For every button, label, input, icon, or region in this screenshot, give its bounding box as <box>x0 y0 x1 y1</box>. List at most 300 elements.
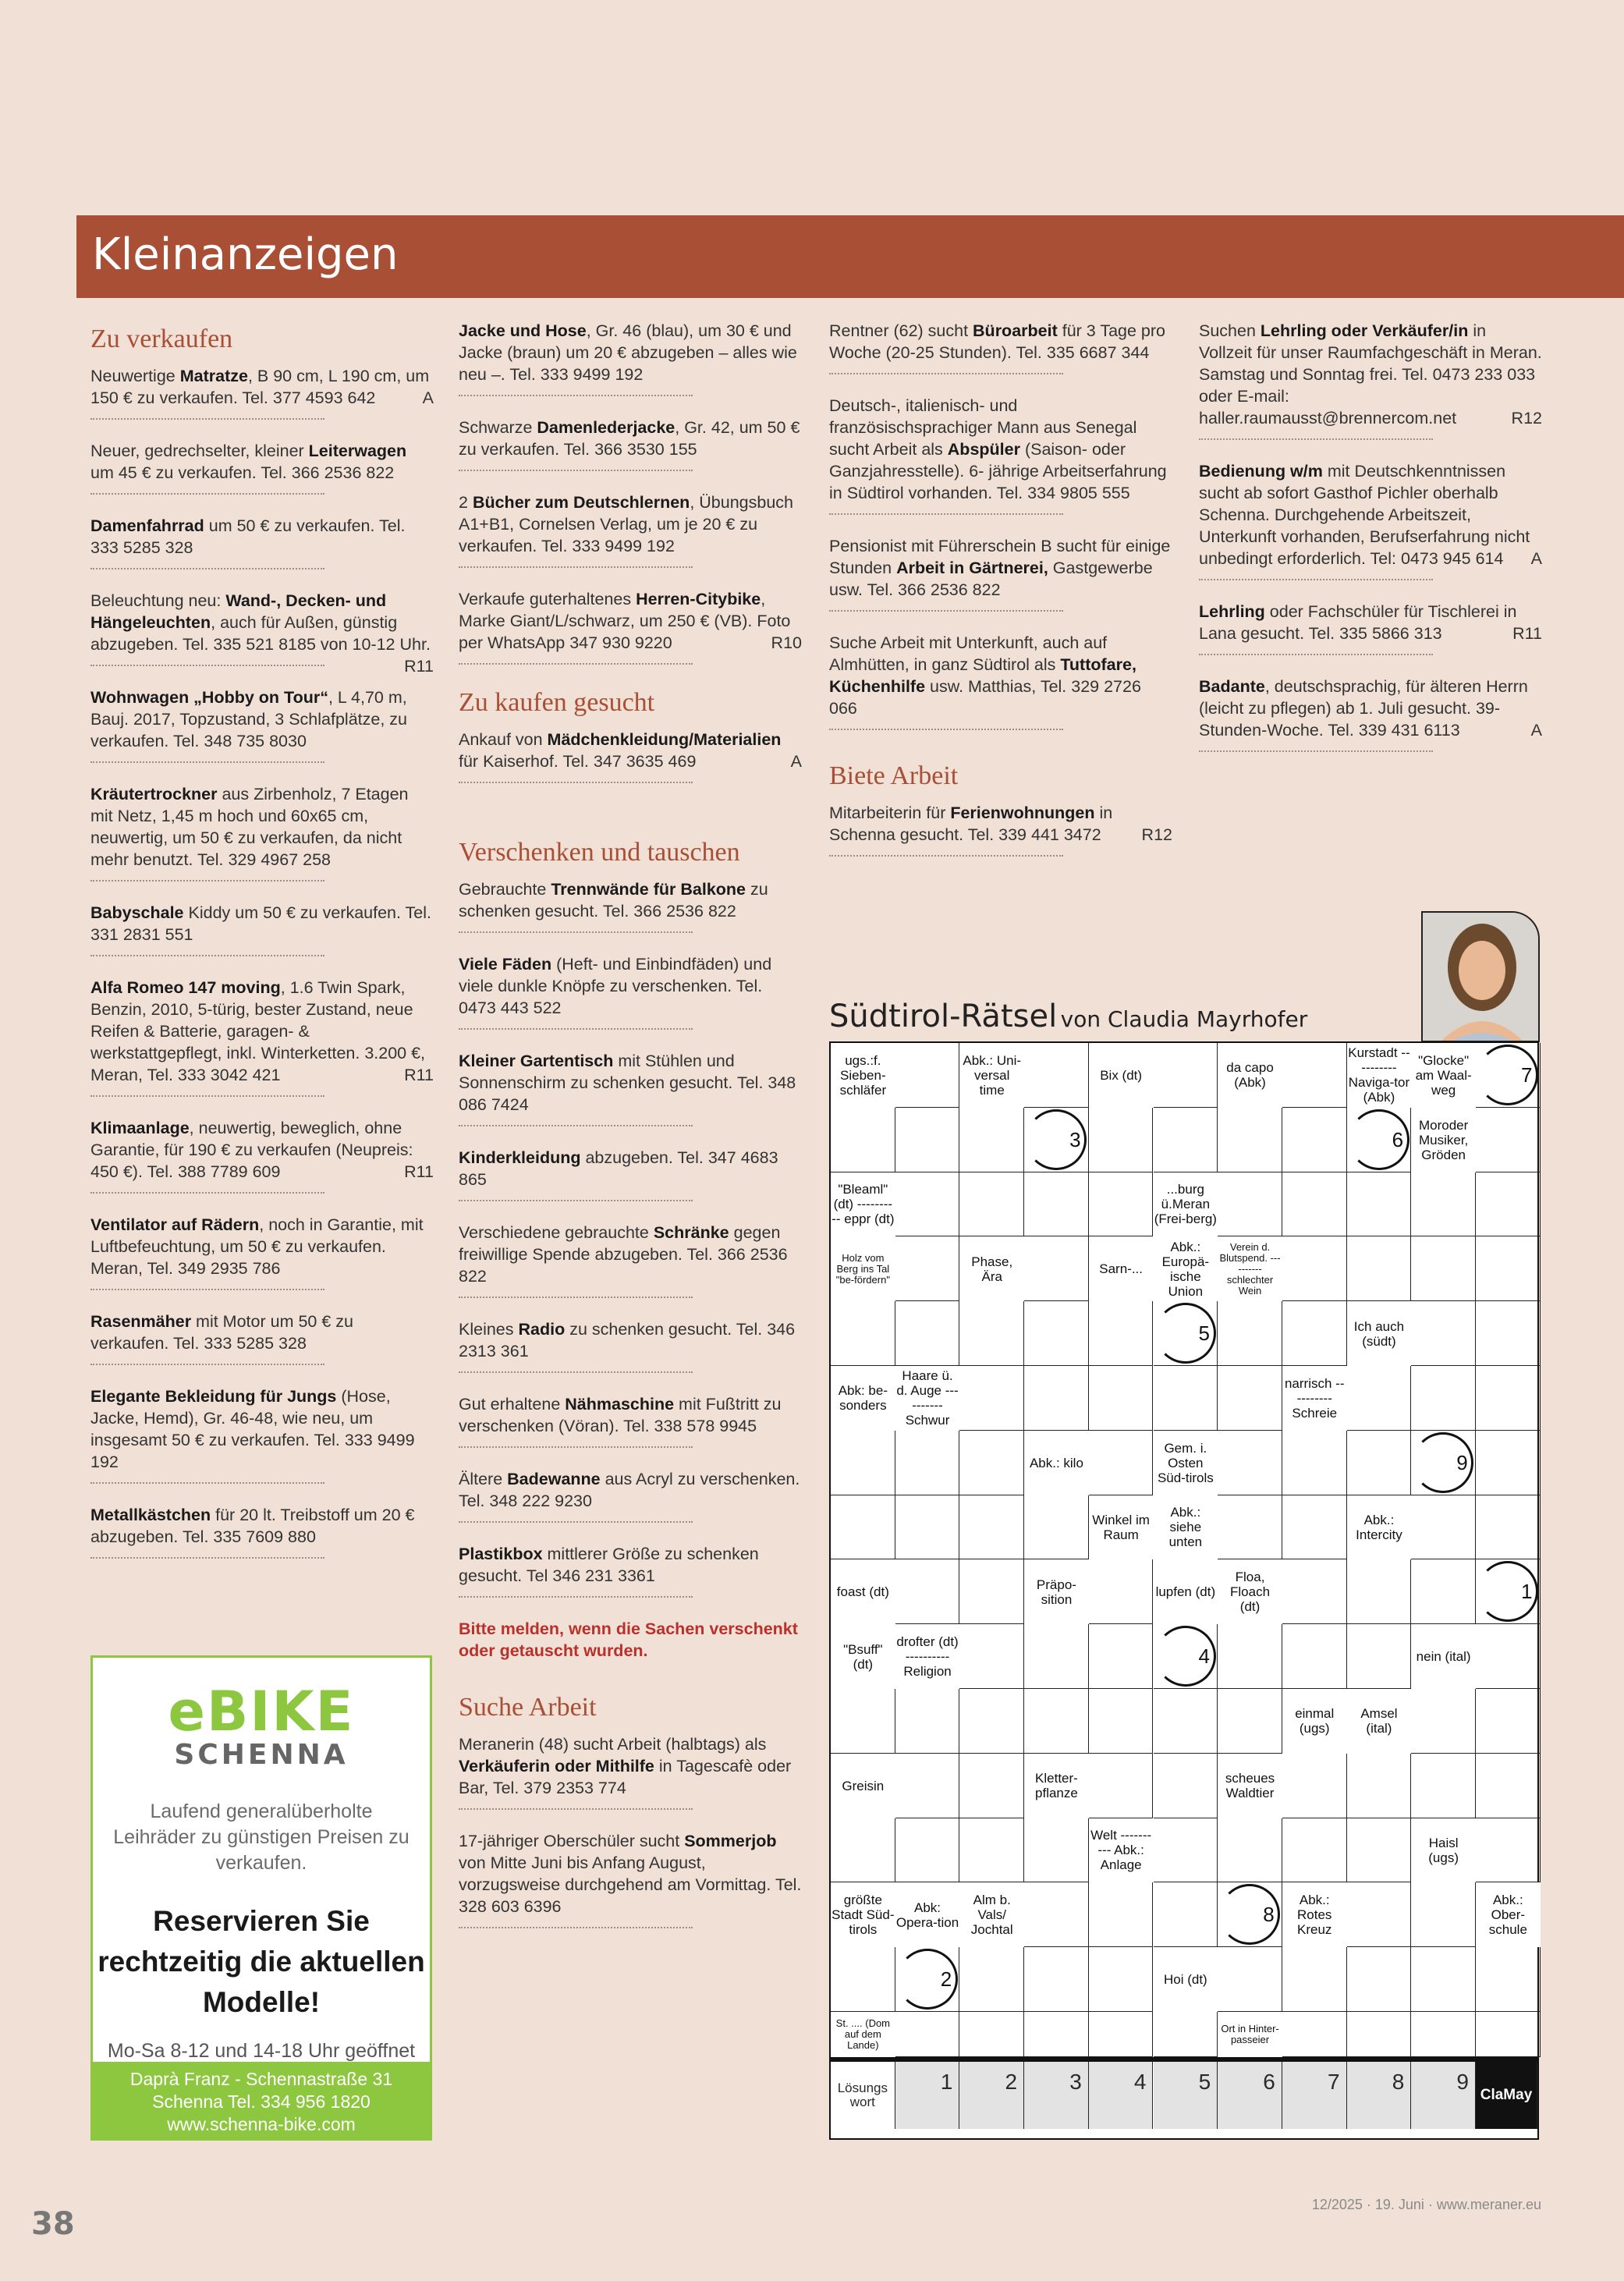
crossword-cell[interactable] <box>1476 2012 1541 2057</box>
crossword-cell[interactable] <box>1282 1301 1347 1366</box>
ad-text: Verkaufe guterhaltenes <box>459 590 636 608</box>
ad-keyword: Jacke und Hose <box>459 321 587 340</box>
ad-text: für Kaiserhof. Tel. 347 3635 469 <box>459 752 697 771</box>
classified-ad <box>459 1830 802 1928</box>
ad-text: in Vollzeit für unser Raumfachgeschäft in Meran. Samstag und Sonntag frei. Tel. 0473 233 033 oder E-mail: haller.raumausst@brennercom.net <box>1199 321 1542 427</box>
crossword-cell[interactable] <box>1411 1495 1476 1560</box>
ad-code: A <box>422 388 434 407</box>
ad-keyword: Bücher zum Deutschlernen <box>472 493 690 512</box>
ad-code: A <box>1530 721 1542 740</box>
crossword-cell[interactable] <box>1411 1172 1476 1237</box>
classified-ad <box>829 320 1172 374</box>
ebike-headline: Reservieren Sie rechtzeitig die aktuellen Modelle! <box>98 1905 425 2018</box>
crossword-clue: narrisch ---------- Schreie <box>1282 1366 1347 1431</box>
crossword-cell[interactable] <box>959 1108 1024 1172</box>
ad-keyword: Wohnwagen „Hobby on Tour“ <box>90 688 328 707</box>
ebike-contact <box>93 2062 430 2138</box>
classified-ad <box>459 1393 802 1448</box>
ad-text: Gastgewerbe usw. Tel. 366 2536 822 <box>829 559 1153 599</box>
ad-text: in Tagescafè oder Bar, Tel. 379 2353 774 <box>459 1757 792 1797</box>
classified-ad <box>829 535 1172 612</box>
ad-keyword: Ferienwohnungen <box>950 803 1095 822</box>
crossword-clue: Greisin <box>831 1754 895 1818</box>
crossword-cell[interactable] <box>1024 1301 1089 1366</box>
ad-text: , 1.6 Twin Spark, Benzin, 2010, 5-türig, bester Zustand, neue Reifen & Batterie, garagen- & werkstattgepflegt, inkl. Winterketten. 3.200 €, Meran, Tel. 333 3042 421 <box>90 978 426 1084</box>
crossword-cell[interactable] <box>1089 1754 1154 1818</box>
crossword-cell[interactable] <box>1282 1818 1347 1883</box>
crossword-cell[interactable] <box>1347 1366 1412 1431</box>
crossword-cell[interactable] <box>1476 1301 1541 1366</box>
crossword-cell[interactable] <box>895 1559 960 1624</box>
crossword-cell[interactable] <box>1282 1754 1347 1818</box>
ad-keyword: Babyschale <box>90 903 184 922</box>
crossword-cell[interactable] <box>895 1754 960 1818</box>
crossword-cell[interactable] <box>1218 1818 1282 1883</box>
crossword-clue: Abk.: Intercity <box>1347 1495 1412 1560</box>
crossword-author: von Claudia Mayrhofer <box>1060 1006 1308 1032</box>
ad-text: Suchen <box>1199 321 1261 340</box>
crossword-cell[interactable] <box>1218 1108 1282 1172</box>
classified-ad <box>829 802 1172 857</box>
ebike-subtitle: Laufend generalüberholte Leihräder zu günstigen Preisen zu verkaufen. <box>113 1800 410 1874</box>
classified-ad <box>1199 601 1542 655</box>
crossword-clue: Alm b. Vals/ Jochtal <box>959 1882 1024 1947</box>
crossword-cell[interactable] <box>1347 1236 1412 1301</box>
ad-text: von Mitte Juni bis Anfang August, vorzugsweise durchgehend am Vormittag. Tel. 328 603 6396 <box>459 1854 802 1916</box>
classified-ad <box>90 783 434 882</box>
crossword-clue: Abk.: Rotes Kreuz <box>1282 1882 1347 1947</box>
crossword-cell[interactable] <box>959 1495 1024 1560</box>
portrait-image <box>1423 913 1540 1042</box>
crossword-cell[interactable] <box>1024 1818 1089 1883</box>
crossword-cell[interactable] <box>1476 1236 1541 1301</box>
ad-text: Pensionist mit Führerschein B sucht für einige Stunden <box>829 537 1171 577</box>
crossword-cell[interactable] <box>1476 1624 1541 1689</box>
crossword-cell[interactable] <box>959 1172 1024 1237</box>
ad-text: Gebrauchte <box>459 880 551 899</box>
ad-text: in Schenna gesucht. Tel. 339 441 3472 <box>829 803 1113 844</box>
crossword-cell[interactable] <box>1476 1495 1541 1560</box>
crossword-cell[interactable] <box>1024 1882 1089 1947</box>
crossword-cell[interactable] <box>1218 1624 1282 1689</box>
column-3 <box>829 320 1172 877</box>
crossword-clue: drofter (dt) ---------- Religion <box>895 1624 960 1689</box>
heading-biete-arbeit: Biete Arbeit <box>829 761 959 790</box>
ad-text: , B 90 cm, L 190 cm, um 150 € zu verkaufen. Tel. 377 4593 642 <box>90 367 430 407</box>
crossword-clue: Gem. i. Osten Süd-tirols <box>1154 1431 1218 1495</box>
ad-text: Meranerin (48) sucht Arbeit (halbtags) als <box>459 1735 767 1754</box>
classified-ad <box>90 1311 434 1365</box>
solution-cell[interactable]: 5 <box>1154 2062 1218 2129</box>
crossword-cell[interactable] <box>1024 1495 1089 1560</box>
crossword-cell[interactable] <box>959 1431 1024 1495</box>
classified-ad <box>90 515 434 569</box>
crossword-clue: Kurstadt ---------- Naviga-tor (Abk) <box>1347 1043 1412 1108</box>
crossword-clue: Ich auch (südt) <box>1347 1301 1412 1366</box>
crossword-cell[interactable] <box>1024 1947 1089 2012</box>
classified-ad <box>459 729 802 783</box>
ad-text: oder Fachschüler für Tischlerei in Lana gesucht. Tel. 335 5866 313 <box>1199 602 1517 643</box>
crossword-cell[interactable] <box>1089 1559 1154 1624</box>
crossword-cell[interactable] <box>1089 1301 1154 1366</box>
crossword-cell[interactable] <box>1089 1366 1154 1431</box>
ad-text: Kiddy um 50 € zu verkaufen. Tel. 331 2831 551 <box>90 903 432 944</box>
crossword-cell[interactable] <box>1024 2012 1089 2057</box>
ebike-logo <box>93 1680 430 1771</box>
crossword-clue: nein (ital) <box>1411 1624 1476 1689</box>
crossword-cell[interactable] <box>1411 1689 1476 1754</box>
ad-keyword: Leiterwagen <box>308 442 407 460</box>
crossword-clue: Abk.: Uni-versal time <box>959 1043 1024 1108</box>
classified-ad <box>459 953 802 1030</box>
crossword-clue: Abk: Opera-tion <box>895 1882 960 1947</box>
solution-cell[interactable]: 8 <box>1347 2062 1412 2129</box>
crossword-cell[interactable] <box>831 1818 895 1883</box>
solution-cell[interactable]: 3 <box>1024 2062 1089 2129</box>
crossword-grid <box>829 1041 1539 2140</box>
ad-text: Ankauf von <box>459 730 548 749</box>
ad-text: Suche Arbeit mit Unterkunft, auch auf Almhütten, in ganz Südtirol als <box>829 633 1108 674</box>
crossword-cell[interactable] <box>959 1624 1024 1689</box>
crossword-cell[interactable] <box>1089 1172 1154 1237</box>
crossword-cell[interactable] <box>1024 1366 1089 1431</box>
classified-ad <box>459 1733 802 1810</box>
crossword-cell[interactable] <box>1024 1236 1089 1301</box>
classified-ad <box>90 686 434 763</box>
classified-ad <box>90 1214 434 1290</box>
crossword-cell[interactable] <box>1154 1108 1218 1172</box>
crossword-cell[interactable] <box>1218 1495 1282 1560</box>
crossword-cell[interactable] <box>1411 1366 1476 1431</box>
ad-keyword: Nähmaschine <box>565 1395 675 1414</box>
ebike-website: www.schenna-bike.com <box>167 2114 356 2134</box>
crossword-title <box>829 999 1307 1034</box>
crossword-clue: ...burg ü.Meran (Frei-berg) <box>1154 1172 1218 1237</box>
ad-keyword: Kräutertrockner <box>90 785 218 803</box>
crossword-clue: Abk.: kilo <box>1024 1431 1089 1495</box>
crossword-cell[interactable] <box>1089 1882 1154 1947</box>
ad-text: 2 <box>459 493 473 512</box>
crossword-cell[interactable] <box>959 1301 1024 1366</box>
ad-text: , Übungsbuch A1+B1, Cornelsen Verlag, um je 20 € zu verkaufen. Tel. 333 9499 192 <box>459 493 793 555</box>
crossword-clue: größte Stadt Süd-tirols <box>831 1882 895 1947</box>
ad-keyword: Elegante Bekleidung für Jungs <box>90 1387 337 1406</box>
classified-ad <box>1199 460 1542 580</box>
crossword-cell[interactable] <box>1089 1108 1154 1172</box>
crossword-cell[interactable] <box>1154 1818 1218 1883</box>
solution-number: 5 <box>1198 1321 1210 1346</box>
crossword-cell[interactable] <box>1089 1947 1154 2012</box>
ad-text: , Gr. 42, um 50 € zu verkaufen. Tel. 366 3530 155 <box>459 418 800 459</box>
ads-list <box>829 802 1172 857</box>
logo-schenna: SCHENNA <box>174 1739 349 1771</box>
ebike-hours: Mo-Sa 8-12 und 14-18 Uhr geöffnet <box>107 2040 416 2062</box>
ad-text: Neuwertige <box>90 367 180 385</box>
crossword-cell[interactable] <box>1089 1689 1154 1754</box>
crossword-clue: Welt ---------- Abk.: Anlage <box>1089 1818 1154 1883</box>
classified-ad <box>90 1504 434 1559</box>
solution-number: 4 <box>1198 1644 1210 1669</box>
crossword-clue: "Glocke" am Waal-weg <box>1411 1043 1476 1108</box>
crossword-cell[interactable] <box>1154 1366 1218 1431</box>
crossword-cell[interactable] <box>1347 2012 1412 2057</box>
ad-keyword: Sommerjob <box>684 1832 777 1850</box>
crossword-cell[interactable] <box>959 1559 1024 1624</box>
crossword-cell[interactable] <box>1282 1043 1347 1108</box>
crossword-cell[interactable] <box>1154 1689 1218 1754</box>
ad-keyword: Mädchenkleidung/Materialien <box>547 730 782 749</box>
crossword-cell[interactable] <box>831 1431 895 1495</box>
crossword-cell[interactable] <box>1347 1431 1412 1495</box>
crossword-cell[interactable] <box>1154 1882 1218 1947</box>
crossword-cell[interactable] <box>1282 1236 1347 1301</box>
ad-keyword: Metallkästchen <box>90 1506 211 1524</box>
classified-ad <box>1199 676 1542 752</box>
solution-cell[interactable]: 1 <box>895 2062 960 2129</box>
crossword-cell[interactable] <box>1476 1754 1541 1818</box>
crossword-clue: Haare ü. d. Auge ---------- Schwur <box>895 1366 960 1431</box>
crossword-clue: Moroder Musiker, Gröden <box>1411 1108 1476 1172</box>
ad-text: , L 4,70 m, Bauj. 2017, Topzustand, 3 Schlafplätze, zu verkaufen. Tel. 348 735 8030 <box>90 688 407 750</box>
solution-number: 2 <box>940 1967 952 1992</box>
crossword-cell[interactable] <box>1282 1947 1347 2012</box>
ad-keyword: Badante <box>1199 677 1265 696</box>
crossword-cell[interactable] <box>1282 1559 1347 1624</box>
crossword-cell[interactable] <box>1347 1947 1412 2012</box>
crossword-cell[interactable] <box>959 1947 1024 2012</box>
classified-ad <box>90 365 434 420</box>
classified-ad <box>829 632 1172 730</box>
logo-e: e <box>168 1680 207 1744</box>
ad-text: Schwarze <box>459 418 537 437</box>
classified-ad <box>1199 320 1542 440</box>
crossword-cell[interactable] <box>1218 1689 1282 1754</box>
heading-zu-kaufen: Zu kaufen gesucht <box>459 688 655 717</box>
crossword-cell[interactable] <box>1218 1431 1282 1495</box>
ad-keyword: Verkäuferin oder Mithilfe <box>459 1757 654 1775</box>
ad-code: A <box>1530 549 1542 568</box>
crossword-cell[interactable] <box>959 2012 1024 2057</box>
crossword-cell[interactable] <box>895 1172 960 1237</box>
crossword-clue: Kletter-pflanze <box>1024 1754 1089 1818</box>
ad-keyword: Lehrling oder Verkäufer/in <box>1260 321 1469 340</box>
crossword-cell[interactable] <box>1282 1495 1347 1560</box>
ad-text: mit Fußtritt zu verschenken (Vöran). Tel. 338 578 9945 <box>459 1395 782 1435</box>
crossword-cell[interactable] <box>1282 1624 1347 1689</box>
crossword-cell[interactable] <box>1154 2012 1218 2057</box>
crossword-cell[interactable] <box>895 2012 960 2057</box>
crossword-cell[interactable] <box>1411 1301 1476 1366</box>
solution-cell[interactable]: 4 <box>1089 2062 1154 2129</box>
crossword-cell[interactable] <box>1282 1431 1347 1495</box>
classified-ad <box>90 977 434 1097</box>
red-note: Bitte melden, wenn die Sachen verschenkt oder getauscht wurden. <box>459 1619 798 1660</box>
ebike-address: Daprà Franz - Schennastraße 31 <box>129 2069 393 2089</box>
crossword-cell[interactable] <box>1476 1108 1541 1172</box>
classified-ad <box>459 417 802 471</box>
classified-ad <box>459 878 802 933</box>
crossword-cell[interactable] <box>1476 1947 1541 2012</box>
ebike-phone: Schenna Tel. 334 956 1820 <box>152 2091 371 2112</box>
ad-text: abzugeben. Tel. 347 4683 865 <box>459 1148 778 1189</box>
crossword-cell[interactable] <box>1476 1366 1541 1431</box>
crossword-cell[interactable] <box>1476 1689 1541 1754</box>
ad-text: für 20 lt. Treibstoff um 20 € abzugeben. Tel. 335 7609 880 <box>90 1506 415 1546</box>
crossword-cell[interactable] <box>1347 1882 1412 1947</box>
crossword-cell[interactable] <box>1347 1172 1412 1237</box>
solution-cell[interactable]: 2 <box>959 2062 1024 2129</box>
crossword-clue: Hoi (dt) <box>1154 1947 1218 2012</box>
crossword-cell[interactable] <box>1476 1172 1541 1237</box>
ad-text: (Saison- oder Ganzjahresstelle). 6- jährige Arbeitserfahrung in Südtirol vorhanden. Tel. 334 9805 555 <box>829 440 1167 502</box>
crossword-cell[interactable] <box>1411 1559 1476 1624</box>
crossword-clue: foast (dt) <box>831 1559 895 1624</box>
solution-cell[interactable]: 7 <box>1282 2062 1347 2129</box>
solution-number: 8 <box>1263 1903 1275 1927</box>
crossword-cell[interactable] <box>959 1818 1024 1883</box>
ad-text: Mitarbeiterin für <box>829 803 951 822</box>
crossword-cell[interactable] <box>1282 1108 1347 1172</box>
crossword-cell[interactable] <box>895 1108 960 1172</box>
crossword-clue: ugs.:f. Sieben-schläfer <box>831 1043 895 1108</box>
ad-keyword: Damenfahrrad <box>90 516 204 535</box>
crossword-cell[interactable] <box>1476 1818 1541 1883</box>
crossword-cell[interactable] <box>959 1754 1024 1818</box>
crossword-clue: Sarn-... <box>1089 1236 1154 1301</box>
crossword-clue: "Bsuff" (dt) <box>831 1624 895 1689</box>
ad-text: Verschiedene gebrauchte <box>459 1223 654 1242</box>
crossword-cell[interactable] <box>831 1495 895 1560</box>
ad-text: um 50 € zu verkaufen. Tel. 333 5285 328 <box>90 516 406 557</box>
crossword-clue: Phase, Ära <box>959 1236 1024 1301</box>
crossword-clue: Abk: be-sonders <box>831 1366 895 1431</box>
ads-list <box>459 1733 802 1928</box>
ad-keyword: Radio <box>518 1320 566 1339</box>
ebike-advert <box>90 1655 432 2141</box>
crossword-cell[interactable] <box>959 1366 1024 1431</box>
crossword-cell[interactable] <box>895 1495 960 1560</box>
ad-text: Neuer, gedrechselter, kleiner <box>90 442 309 460</box>
crossword-cell[interactable] <box>1411 2012 1476 2057</box>
crossword-cell[interactable] <box>1024 1172 1089 1237</box>
ad-keyword: Büroarbeit <box>973 321 1058 340</box>
classified-ad <box>459 491 802 568</box>
crossword-cell[interactable] <box>895 1689 960 1754</box>
crossword-cell[interactable] <box>1411 1882 1476 1947</box>
ad-code: R10 <box>771 633 802 652</box>
ad-text: aus Acryl zu verschenken. Tel. 348 222 9230 <box>459 1470 800 1510</box>
crossword-clue: Verein d. Blutspend. ---------- schlechter Wein <box>1218 1236 1282 1301</box>
ads-list <box>829 320 1172 730</box>
crossword-cell[interactable] <box>959 1689 1024 1754</box>
ad-keyword: Abspüler <box>947 440 1020 459</box>
crossword-cell[interactable] <box>1089 2012 1154 2057</box>
crossword-cell[interactable] <box>1347 1818 1412 1883</box>
ad-text: (Heft- und Einbindfäden) und viele dunkle Knöpfe zu verschenken. Tel. 0473 443 522 <box>459 955 772 1017</box>
ad-text: um 45 € zu verkaufen. Tel. 366 2536 822 <box>90 463 395 482</box>
section-banner <box>76 215 1624 298</box>
crossword-cell[interactable] <box>1024 1689 1089 1754</box>
crossword-cell[interactable] <box>895 1818 960 1883</box>
crossword-cell[interactable] <box>895 1301 960 1366</box>
classified-ad <box>459 1468 802 1523</box>
ad-text: mit Deutschkenntnissen sucht ab sofort Gasthof Pichler oberhalb Schenna. Durchgehende Arbeitszeit, Unterkunft vorhanden, Berufserfahrung nicht unbedingt erforderlich. Tel: 0473 945 614 <box>1199 462 1530 568</box>
solution-cell[interactable]: 9 <box>1411 2062 1476 2129</box>
crossword-cell[interactable] <box>831 1947 895 2012</box>
logo-bike: BIKE <box>207 1680 355 1744</box>
ad-code: R11 <box>1512 624 1542 643</box>
crossword-cell[interactable] <box>1024 1043 1089 1108</box>
crossword-cell[interactable] <box>1411 1236 1476 1301</box>
ad-keyword: Arbeit in Gärtnerei, <box>896 559 1048 577</box>
crossword-cell[interactable] <box>831 1689 895 1754</box>
heading-zu-verkaufen: Zu verkaufen <box>90 325 233 353</box>
crossword-clue: Floa, Floach (dt) <box>1218 1559 1282 1624</box>
crossword-cell[interactable] <box>1218 1301 1282 1366</box>
crossword-clue: St. .... (Dom auf dem Lande) <box>831 2012 895 2057</box>
heading-verschenken: Verschenken und tauschen <box>459 838 740 867</box>
crossword-cell[interactable] <box>1218 1172 1282 1237</box>
crossword-cell[interactable] <box>1024 1624 1089 1689</box>
crossword-cell[interactable] <box>831 1108 895 1172</box>
ad-text: gegen freiwillige Spende abzugeben. Tel. 366 2536 822 <box>459 1223 788 1286</box>
crossword-clue: da capo (Abk) <box>1218 1043 1282 1108</box>
crossword-cell[interactable] <box>1154 1754 1218 1818</box>
classified-ad <box>459 1147 802 1201</box>
crossword-cell[interactable] <box>1089 1624 1154 1689</box>
crossword-brand: ClaMay <box>1476 2062 1537 2129</box>
crossword-cell[interactable] <box>1282 1172 1347 1237</box>
classified-ad <box>459 1222 802 1298</box>
ad-keyword: Kleiner Gartentisch <box>459 1052 614 1070</box>
crossword-clue: Ort in Hinter-passeier <box>1218 2012 1282 2057</box>
crossword-clue: lupfen (dt) <box>1154 1559 1218 1624</box>
crossword-cell[interactable] <box>1154 1043 1218 1108</box>
ad-text: Ältere <box>459 1470 508 1488</box>
ad-keyword: Viele Fäden <box>459 955 552 974</box>
ad-text: (Hose, Jacke, Hemd), Gr. 46-48, wie neu, um insgesamt 50 € zu verkaufen. Tel. 333 9499 192 <box>90 1387 415 1471</box>
ad-code: R11 <box>404 1066 434 1084</box>
crossword-cell[interactable] <box>1476 1431 1541 1495</box>
ad-text: Rentner (62) sucht <box>829 321 973 340</box>
crossword-cell[interactable] <box>1411 1754 1476 1818</box>
solution-number: 3 <box>1069 1127 1081 1151</box>
crossword-cell[interactable] <box>895 1236 960 1301</box>
solution-cell[interactable]: 6 <box>1218 2062 1282 2129</box>
ad-text: , noch in Garantie, mit Luftbefeuchtung, um 50 € zu verkaufen. Meran, Tel. 349 2935 786 <box>90 1215 424 1278</box>
crossword-cell[interactable] <box>895 1431 960 1495</box>
crossword-cell[interactable] <box>1347 1754 1412 1818</box>
ad-text: , Marke Giant/L/schwarz, um 250 € (VB). Foto per WhatsApp 347 930 9220 <box>459 590 791 652</box>
classified-ad <box>459 588 802 665</box>
ad-text: , auch für Außen, günstig abzugeben. Tel. 335 521 8185 von 10-12 Uhr. <box>90 613 431 654</box>
crossword-cell[interactable] <box>895 1043 960 1108</box>
crossword-cell[interactable] <box>1282 2012 1347 2057</box>
crossword-cell[interactable] <box>1089 1431 1154 1495</box>
crossword-cell[interactable] <box>1411 1947 1476 2012</box>
classified-ad <box>90 440 434 495</box>
ad-text: , neuwertig, beweglich, ohne Garantie, für 190 € zu verkaufen (Neupreis: 450 €). Tel. 388 7789 609 <box>90 1119 413 1181</box>
crossword-cell[interactable] <box>831 1301 895 1366</box>
crossword-cell[interactable] <box>1218 1947 1282 2012</box>
crossword-cell[interactable] <box>1347 1559 1412 1624</box>
crossword-cell[interactable] <box>1218 1366 1282 1431</box>
classified-ad <box>459 320 802 396</box>
solution-number: 9 <box>1456 1450 1468 1474</box>
crossword-cell[interactable] <box>1347 1624 1412 1689</box>
ad-code: A <box>790 752 802 771</box>
classified-ad <box>90 590 434 676</box>
